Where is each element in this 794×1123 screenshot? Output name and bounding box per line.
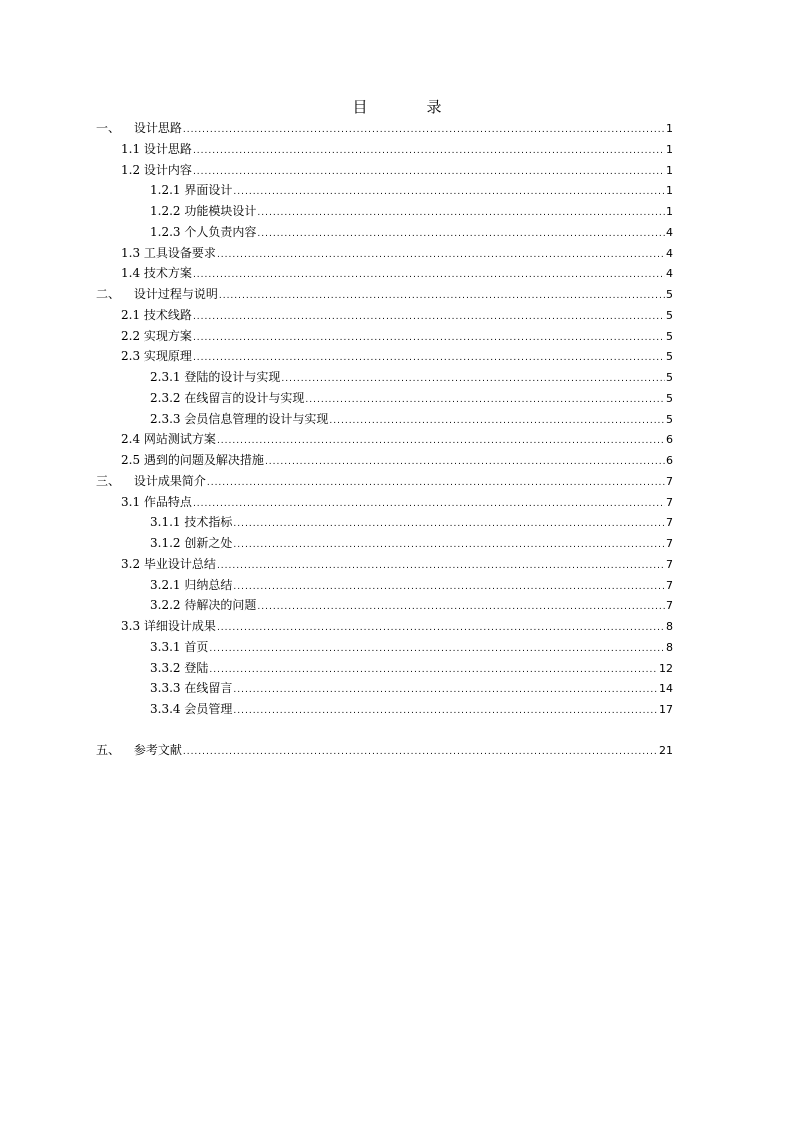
toc-entry-number: 1.2.2 [150,204,181,218]
toc-entry[interactable] [96,409,673,430]
toc-entry-number: 3.3.2 [150,660,181,675]
toc-entry-page-number: 7 [666,495,673,509]
toc-entry-number: 3.1.1 [150,515,181,530]
toc-entry-page-number: 1 [666,142,673,156]
toc-entry-label [150,201,256,222]
toc-entry-label [150,367,280,388]
toc-entry-label [121,554,216,575]
toc-dot-leader [183,742,658,763]
toc-dot-leader [257,597,665,618]
toc-entry-number: 2.5 [121,453,141,467]
toc-entry-number: 2.3.3 [150,411,181,426]
toc-entry-page-number: 8 [666,640,673,654]
toc-entry-number: 3.2.1 [150,577,181,592]
toc-dot-leader [305,390,665,411]
toc-entry-label [150,678,232,699]
toc-entry-label [96,471,206,492]
toc-dot-leader [207,473,665,494]
toc-entry[interactable] [96,554,673,575]
toc-entry-text: 登陆的设计与实现 [184,370,281,384]
toc-entry-label [150,512,232,533]
toc-entry-text: 技术线路 [143,307,192,322]
toc-dot-leader [329,411,665,432]
toc-entry-text: 归纳总结 [184,577,233,592]
toc-entry-page-number: 7 [666,578,673,592]
toc-entry-text: 设计思路 [133,121,182,135]
toc-dot-leader [193,328,665,349]
toc-entry-number: 3.1 [121,494,141,509]
toc-entry-page-number: 14 [659,682,673,696]
toc-entry-text: 首页 [184,639,209,654]
toc-entry-label [150,533,232,554]
toc-entry-label [121,160,192,181]
toc-entry-text: 参考文献 [133,742,182,757]
toc-entry-page-number: 5 [666,308,673,322]
toc-entry[interactable] [96,492,673,513]
toc-entry-label [121,243,216,264]
toc-entry[interactable] [96,243,673,264]
toc-dot-leader [233,680,658,701]
toc-dot-leader [257,224,665,245]
toc-entry-page-number: 4 [666,225,673,239]
toc-entry-text: 创新之处 [184,536,233,550]
toc-dot-leader [217,618,665,639]
toc-entry-page-number: 6 [666,454,673,467]
toc-entry-text: 设计思路 [143,141,192,156]
toc-entry-text: 技术指标 [184,515,233,530]
toc-entry-text: 个人负责内容 [184,224,257,239]
toc-entry[interactable] [96,429,673,450]
toc-entry-label [121,616,216,637]
toc-entry-number: 3.2 [121,556,141,571]
toc-entry-text: 设计内容 [143,162,192,177]
toc-entry[interactable] [96,326,673,347]
toc-entry-text: 毕业设计总结 [143,556,216,571]
toc-entry-number: 3.3.4 [150,702,181,716]
toc-entry-label [96,284,218,305]
toc-entry-text: 工具设备要求 [143,245,216,260]
toc-entry[interactable] [96,740,673,761]
toc-entry-label [150,637,208,658]
toc-entry-number: 二、 [96,287,121,301]
toc-entry-label [121,429,216,450]
toc-entry-page-number: 1 [666,163,673,177]
toc-entry[interactable] [96,263,673,284]
toc-entry-text: 会员信息管理的设计与实现 [184,411,329,426]
toc-entry[interactable] [96,180,673,201]
toc-entry-page-number: 1 [666,205,673,218]
toc-entry[interactable] [96,471,673,492]
toc-entry-number: 2.3 [121,349,141,364]
toc-entry-text: 登陆 [184,660,209,675]
toc-dot-leader [209,639,665,660]
toc-entry-number: 1.2.1 [150,183,181,198]
toc-entry-number: 3.3 [121,619,141,633]
toc-entry-text: 遇到的问题及解决措施 [143,453,264,467]
toc-entry-text: 待解决的问题 [184,598,257,613]
toc-entry-page-number: 5 [666,350,673,364]
toc-entry[interactable] [96,533,673,554]
toc-entry[interactable] [96,118,673,139]
toc-entry-text: 功能模块设计 [184,204,257,218]
toc-dot-leader [219,286,665,307]
toc-dot-leader [183,120,665,141]
toc-list [96,118,673,761]
toc-entry-number: 3.3.3 [150,681,181,696]
toc-entry[interactable] [96,595,673,616]
toc-entry-number: 1.3 [121,245,141,260]
toc-entry-page-number: 7 [666,474,673,488]
toc-entry[interactable] [96,346,673,367]
toc-entry-number: 2.1 [121,307,141,322]
toc-entry-number: 五、 [96,742,121,757]
toc-entry-page-number: 8 [666,620,673,633]
toc-entry-page-number: 7 [666,557,673,571]
toc-dot-leader [265,452,665,473]
toc-entry-label [96,740,182,761]
toc-entry-page-number: 17 [659,703,673,716]
toc-dot-leader [193,494,665,515]
toc-entry-number: 1.4 [121,266,141,281]
toc-entry[interactable] [96,450,673,471]
toc-entry-number: 三、 [96,473,121,488]
toc-entry-number: 1.1 [121,141,141,156]
toc-entry-page-number: 1 [666,122,673,135]
toc-entry[interactable] [96,575,673,596]
toc-entry-text: 技术方案 [143,266,192,281]
toc-dot-leader [281,369,665,390]
toc-entry-page-number: 5 [666,288,673,301]
toc-entry-label [121,326,192,347]
toc-entry-label [121,450,264,471]
toc-dot-leader [257,203,665,224]
toc-entry-text: 在线留言 [184,681,233,696]
toc-entry[interactable] [96,222,673,243]
toc-entry-label [121,263,192,284]
toc-entry-number: 2.3.1 [150,370,181,384]
toc-entry-number: 一、 [96,121,121,135]
toc-entry-text: 界面设计 [184,183,233,198]
toc-entry-number: 1.2 [121,162,141,177]
toc-entry-text: 网站测试方案 [143,432,216,447]
toc-entry-text: 详细设计成果 [143,619,216,633]
toc-dot-leader [193,141,665,162]
toc-entry-text: 设计成果简介 [133,473,206,488]
toc-dot-leader [193,265,665,286]
toc-dot-leader [217,556,665,577]
toc-entry[interactable] [96,678,673,699]
toc-entry[interactable] [96,284,673,305]
toc-entry-number: 2.3.2 [150,390,181,405]
toc-entry-page-number: 4 [666,267,673,281]
toc-entry-number: 1.2.3 [150,224,181,239]
toc-entry[interactable] [96,367,673,388]
toc-entry[interactable] [96,160,673,181]
toc-entry-label [121,139,192,160]
toc-entry-label [150,595,256,616]
toc-dot-leader [233,182,665,203]
toc-entry-label [96,118,182,139]
toc-entry[interactable] [96,305,673,326]
toc-entry-text: 实现原理 [143,349,192,364]
toc-entry[interactable] [96,512,673,533]
toc-dot-leader [193,348,665,369]
toc-entry-text: 作品特点 [143,494,192,509]
toc-entry-text: 会员管理 [184,702,233,716]
toc-entry-page-number: 5 [666,329,673,343]
toc-entry-page-number: 5 [666,412,673,426]
toc-entry[interactable] [96,699,673,720]
toc-entry-number: 3.1.2 [150,536,181,550]
toc-entry-number: 2.2 [121,328,141,343]
toc-entry-label [150,180,232,201]
toc-entry-text: 在线留言的设计与实现 [184,390,305,405]
toc-entry-label [121,305,192,326]
toc-entry-page-number: 7 [666,516,673,530]
toc-entry-number: 3.3.1 [150,639,181,654]
toc-entry-page-number: 7 [666,599,673,613]
toc-dot-leader [193,307,665,328]
toc-entry-page-number: 21 [659,743,673,757]
toc-entry-page-number: 5 [666,371,673,384]
toc-entry-number: 3.2.2 [150,598,181,613]
toc-entry-text: 设计过程与说明 [133,287,218,301]
toc-entry[interactable] [96,139,673,160]
toc-dot-leader [209,660,658,681]
toc-entry-page-number: 5 [666,391,673,405]
toc-entry-text: 实现方案 [143,328,192,343]
toc-entry-label [150,575,232,596]
toc-dot-leader [233,514,665,535]
toc-entry-page-number: 4 [666,246,673,260]
toc-entry-label [150,222,256,243]
toc-entry-label [121,346,192,367]
toc-dot-leader [217,245,665,266]
toc-dot-leader [193,162,665,183]
toc-dot-leader [233,701,658,722]
toc-entry[interactable] [96,658,673,679]
toc-entry-label [150,699,232,720]
toc-entry-page-number: 6 [666,433,673,447]
toc-title: 目 录 [352,98,464,116]
toc-entry-page-number: 1 [666,184,673,198]
toc-entry-page-number: 12 [659,661,673,675]
toc-entry-label [121,492,192,513]
toc-entry-number: 2.4 [121,432,141,447]
toc-entry-label [150,658,208,679]
toc-entry[interactable] [96,616,673,637]
toc-entry-label [150,388,304,409]
toc-dot-leader [233,577,665,598]
toc-dot-leader [217,431,665,452]
toc-entry-label [150,409,328,430]
toc-entry-page-number: 7 [666,537,673,550]
toc-entry[interactable] [96,388,673,409]
toc-entry[interactable] [96,201,673,222]
toc-entry[interactable] [96,637,673,658]
toc-dot-leader [233,535,665,556]
